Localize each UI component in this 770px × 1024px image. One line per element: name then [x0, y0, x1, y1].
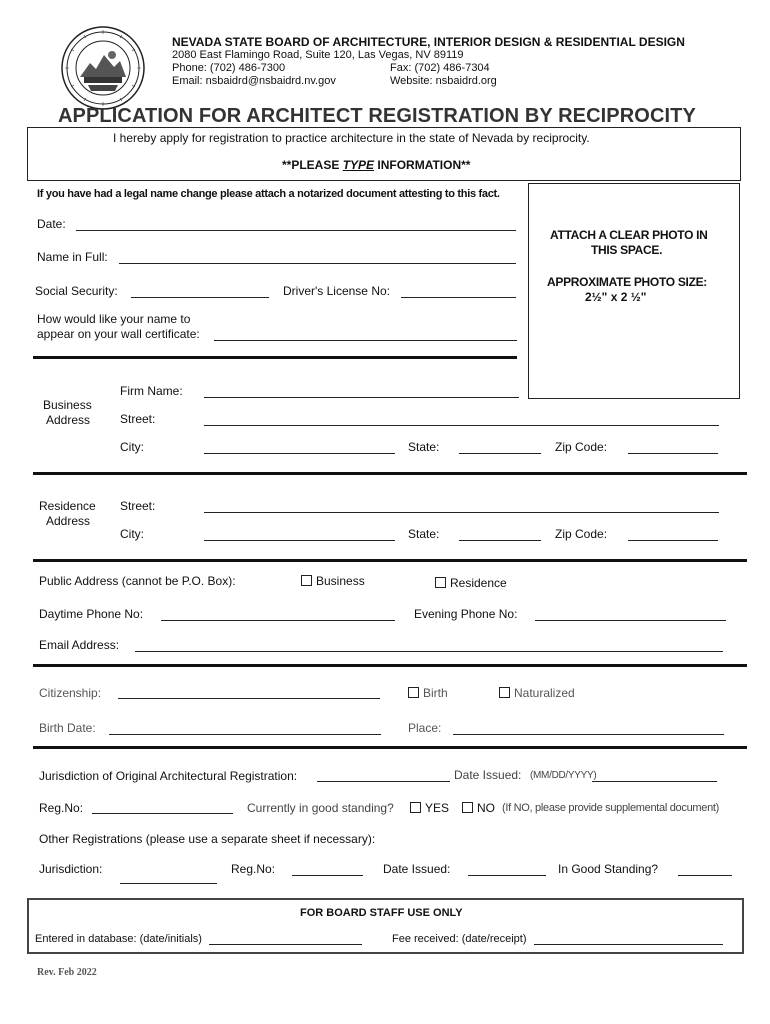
naturalized-option-label: Naturalized — [514, 686, 575, 700]
public-address-residence-option[interactable] — [435, 576, 507, 590]
revision-label: Rev. Feb 2022 — [37, 967, 97, 978]
board-fax: Fax: (702) 486-7304 — [390, 62, 490, 74]
other-reg-no-label: Reg.No: — [231, 862, 276, 876]
date-issued-field[interactable] — [592, 781, 717, 782]
license-field[interactable] — [401, 297, 516, 298]
ssn-field[interactable] — [131, 297, 269, 298]
reg-no-label: Reg.No: — [39, 801, 84, 815]
no-supplemental-note: (If NO, please provide supplemental document) — [502, 802, 720, 814]
birth-checkbox[interactable] — [408, 687, 419, 698]
no-option-label: NO — [477, 801, 495, 815]
other-date-issued-field[interactable] — [468, 875, 546, 876]
date-field[interactable] — [76, 230, 516, 231]
business-city-label: City: — [120, 440, 144, 454]
yes-option-label: YES — [425, 801, 450, 815]
section-divider — [33, 472, 747, 475]
board-staff-title: FOR BOARD STAFF USE ONLY — [300, 907, 463, 919]
business-city-field[interactable] — [204, 453, 395, 454]
other-date-issued-label: Date Issued: — [383, 862, 451, 876]
photo-instruction-2: THIS SPACE. — [591, 243, 663, 257]
board-email: Email: nsbaidrd@nsbaidrd.nv.gov — [172, 75, 336, 87]
residence-section-title-1: Residence — [39, 499, 96, 513]
photo-size-label: APPROXIMATE PHOTO SIZE: — [547, 275, 708, 289]
residence-zip-field[interactable] — [628, 540, 718, 541]
other-good-standing-label: In Good Standing? — [558, 862, 659, 876]
type-suffix: INFORMATION** — [374, 158, 471, 172]
residence-zip-label: Zip Code: — [555, 527, 608, 541]
birth-date-label: Birth Date: — [39, 721, 96, 735]
email-field[interactable] — [135, 651, 723, 652]
section-divider — [33, 559, 747, 562]
other-registrations-label: Other Registrations (please use a separate sheet if necessary): — [39, 832, 376, 846]
section-divider — [33, 664, 747, 667]
photo-instruction-1: ATTACH A CLEAR PHOTO IN — [550, 228, 708, 242]
section-divider — [33, 356, 517, 359]
daytime-phone-field[interactable] — [161, 620, 395, 621]
other-good-standing-field[interactable] — [678, 875, 732, 876]
name-change-note: If you have had a legal name change please attach a notarized document attesting to this fact. — [37, 188, 500, 200]
yes-checkbox[interactable] — [410, 802, 421, 813]
residence-state-field[interactable] — [459, 540, 541, 541]
public-address-business-option[interactable] — [301, 574, 365, 588]
business-state-label: State: — [408, 440, 440, 454]
business-section-title-1: Business — [43, 398, 92, 412]
date-format-hint: (MM/DD/YYYY) — [530, 770, 597, 781]
entered-database-field[interactable] — [209, 944, 362, 945]
date-issued-label: Date Issued: — [454, 768, 522, 782]
residence-state-label: State: — [408, 527, 440, 541]
other-jurisdiction-label: Jurisdiction: — [39, 862, 103, 876]
intro-statement: I hereby apply for registration to practice architecture in the state of Nevada by reciprocity. — [113, 131, 590, 145]
jurisdiction-label: Jurisdiction of Original Architectural Registration: — [39, 769, 298, 783]
section-divider — [33, 746, 747, 749]
date-label: Date: — [37, 217, 66, 231]
good-standing-label: Currently in good standing? — [247, 801, 394, 815]
residence-checkbox[interactable] — [435, 577, 446, 588]
citizenship-label: Citizenship: — [39, 686, 102, 700]
daytime-phone-label: Daytime Phone No: — [39, 607, 144, 621]
business-zip-field[interactable] — [628, 453, 718, 454]
evening-phone-field[interactable] — [535, 620, 726, 621]
fee-received-label: Fee received: (date/receipt) — [392, 933, 527, 945]
birth-place-label: Place: — [408, 721, 442, 735]
residence-city-field[interactable] — [204, 540, 395, 541]
business-option-label: Business — [316, 574, 365, 588]
certificate-name-label-1: How would like your name to — [37, 312, 191, 326]
business-street-field[interactable] — [204, 425, 719, 426]
no-checkbox[interactable] — [462, 802, 473, 813]
email-label: Email Address: — [39, 638, 120, 652]
residence-section-title-2: Address — [46, 514, 91, 528]
residence-option-label: Residence — [450, 576, 507, 590]
birth-place-field[interactable] — [453, 734, 724, 735]
citizenship-naturalized-option[interactable] — [499, 686, 575, 700]
evening-phone-label: Evening Phone No: — [414, 607, 518, 621]
license-label: Driver's License No: — [283, 284, 390, 298]
page-title: APPLICATION FOR ARCHITECT REGISTRATION BY RECIPROCITY — [58, 105, 696, 127]
birth-option-label: Birth — [423, 686, 448, 700]
jurisdiction-field[interactable] — [317, 781, 450, 782]
citizenship-birth-option[interactable] — [408, 686, 448, 700]
board-name: NEVADA STATE BOARD OF ARCHITECTURE, INTERIOR DESIGN & RESIDENTIAL DESIGN — [172, 35, 685, 49]
firm-name-label: Firm Name: — [120, 384, 183, 398]
residence-street-label: Street: — [120, 499, 156, 513]
public-address-label: Public Address (cannot be P.O. Box): — [39, 574, 236, 588]
nevada-state-seal-icon — [60, 25, 146, 111]
residence-street-field[interactable] — [204, 512, 719, 513]
board-website: Website: nsbaidrd.org — [390, 75, 497, 87]
ssn-label: Social Security: — [35, 284, 118, 298]
good-standing-yes-option[interactable] — [410, 801, 449, 815]
board-phone: Phone: (702) 486-7300 — [172, 62, 286, 74]
business-section-title-2: Address — [46, 413, 91, 427]
other-reg-no-field[interactable] — [292, 875, 363, 876]
business-state-field[interactable] — [459, 453, 541, 454]
other-jurisdiction-field[interactable] — [120, 883, 217, 884]
naturalized-checkbox[interactable] — [499, 687, 510, 698]
type-instruction — [282, 158, 470, 172]
business-street-label: Street: — [120, 412, 156, 426]
firm-name-field[interactable] — [204, 397, 519, 398]
fee-received-field[interactable] — [534, 944, 723, 945]
certificate-name-label-2: appear on your wall certificate: — [37, 327, 200, 341]
reg-no-field[interactable] — [92, 813, 233, 814]
photo-size-value: 2½" x 2 ½" — [585, 290, 647, 304]
board-address: 2080 East Flamingo Road, Suite 120, Las Vegas, NV 89119 — [172, 49, 464, 61]
good-standing-no-option[interactable] — [462, 801, 495, 815]
business-zip-label: Zip Code: — [555, 440, 608, 454]
type-word: TYPE — [342, 158, 375, 172]
type-prefix: **PLEASE — [282, 158, 343, 172]
certificate-name-field[interactable] — [214, 340, 517, 341]
residence-city-label: City: — [120, 527, 144, 541]
full-name-label: Name in Full: — [37, 250, 108, 264]
full-name-field[interactable] — [119, 263, 516, 264]
birth-date-field[interactable] — [109, 734, 381, 735]
citizenship-field[interactable] — [118, 698, 380, 699]
entered-database-label: Entered in database: (date/initials) — [35, 933, 202, 945]
business-checkbox[interactable] — [301, 575, 312, 586]
